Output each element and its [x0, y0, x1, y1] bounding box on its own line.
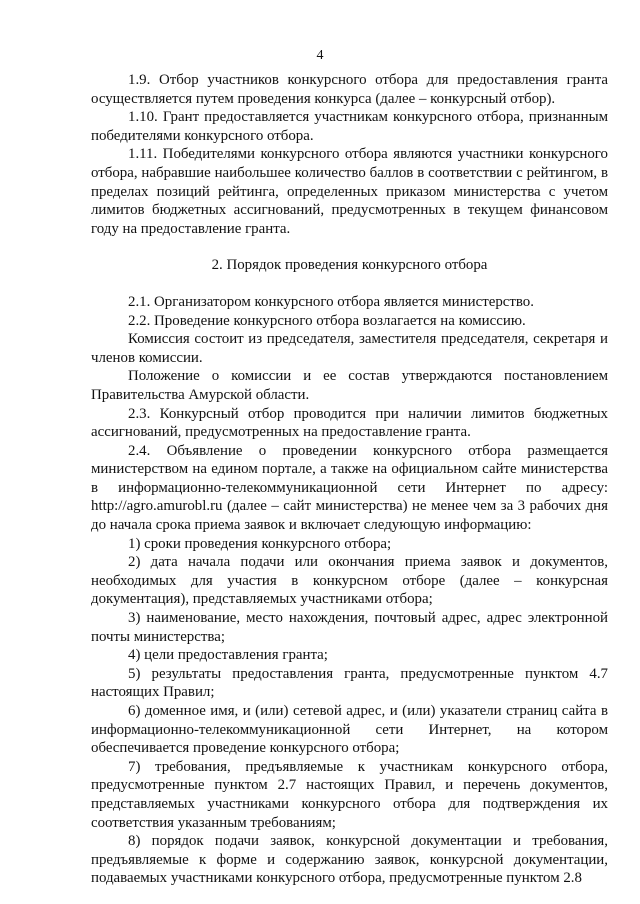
page-number: 4 — [316, 48, 324, 63]
paragraph-1-9: 1.9. Отбор участников конкурсного отбора для предоставления гранта осуществляется путем проведения конкурса (далее – конкурсный отбор). — [91, 72, 608, 107]
list-item: 3) наименование, место нахождения, почтовый адрес, адрес электронной почты министерства; — [91, 610, 608, 645]
paragraph-2-1: 2.1. Организатором конкурсного отбора является министерство. — [128, 293, 534, 310]
list-item: 4) цели предоставления гранта; — [128, 647, 328, 664]
list-item: 5) результаты предоставления гранта, предусмотренные пунктом 4.7 настоящих Правил; — [91, 665, 608, 701]
paragraph-2-3: 2.3. Конкурсный отбор проводится при наличии лимитов бюджетных ассигнований, предусмотренных на предоставление гранта. — [91, 405, 608, 441]
paragraph-commission-composition: Комиссия состоит из председателя, заместителя председателя, секретаря и членов комиссии. — [91, 331, 608, 366]
list-item: 7) требования, предъявляемые к участникам конкурсного отбора, предусмотренные пунктом 2.7 настоящих Правил, и перечень документов, представляемых участниками конкурсного отбора для подтверждения их соответствия указанным требованиям; — [91, 758, 608, 831]
paragraph-commission-regulation: Положение о комиссии и ее состав утверждаются постановлением Правительства Амурской области. — [91, 368, 608, 403]
document-body — [91, 71, 608, 888]
paragraph-2-2: 2.2. Проведение конкурсного отбора возлагается на комиссию. — [128, 312, 526, 329]
list-item: 6) доменное имя, и (или) сетевой адрес, и (или) указатели страниц сайта в информационно-телекоммуникационной сети Интернет, на котором обеспечивается проведение конкурсного отбора; — [91, 703, 608, 757]
section-heading: 2. Порядок проведения конкурсного отбора — [211, 257, 488, 274]
paragraph-2-4: 2.4. Объявление о проведении конкурсного отбора размещается министерством на едином портале, а также на официальном сайте министерства в информационно-телекоммуникационной сети Интернет по адресу: http://agro.amurobl.ru (далее – сайт министерства) не менее чем за 3 рабочих дня до начала срока приема заявок и включает следующую информацию: — [91, 442, 608, 534]
paragraph-1-10: 1.10. Грант предоставляется участникам конкурсного отбора, признанным победителями конкурсного отбора. — [91, 109, 608, 144]
paragraph-1-11: 1.11. Победителями конкурсного отбора являются участники конкурсного отбора, набравшие наибольшее количество баллов в соответствии с рейтингом, в пределах позиций рейтинга, определенных приказом министерства с учетом лимитов бюджетных ассигнований, предусмотренных в текущем финансовом году на предоставление гранта. — [91, 146, 608, 237]
list-item: 8) порядок подачи заявок, конкурсной документации и требования, предъявляемые к форме и содержанию заявок, конкурсной документации, подаваемых участниками конкурсного отбора, предусмотренные пунктом 2.8 — [91, 833, 608, 887]
list-item: 2) дата начала подачи или окончания приема заявок и документов, необходимых для участия в конкурсном отборе (далее – конкурсная документация), представляемых участниками отбора; — [91, 554, 608, 608]
list-item: 1) сроки проведения конкурсного отбора; — [128, 535, 392, 552]
